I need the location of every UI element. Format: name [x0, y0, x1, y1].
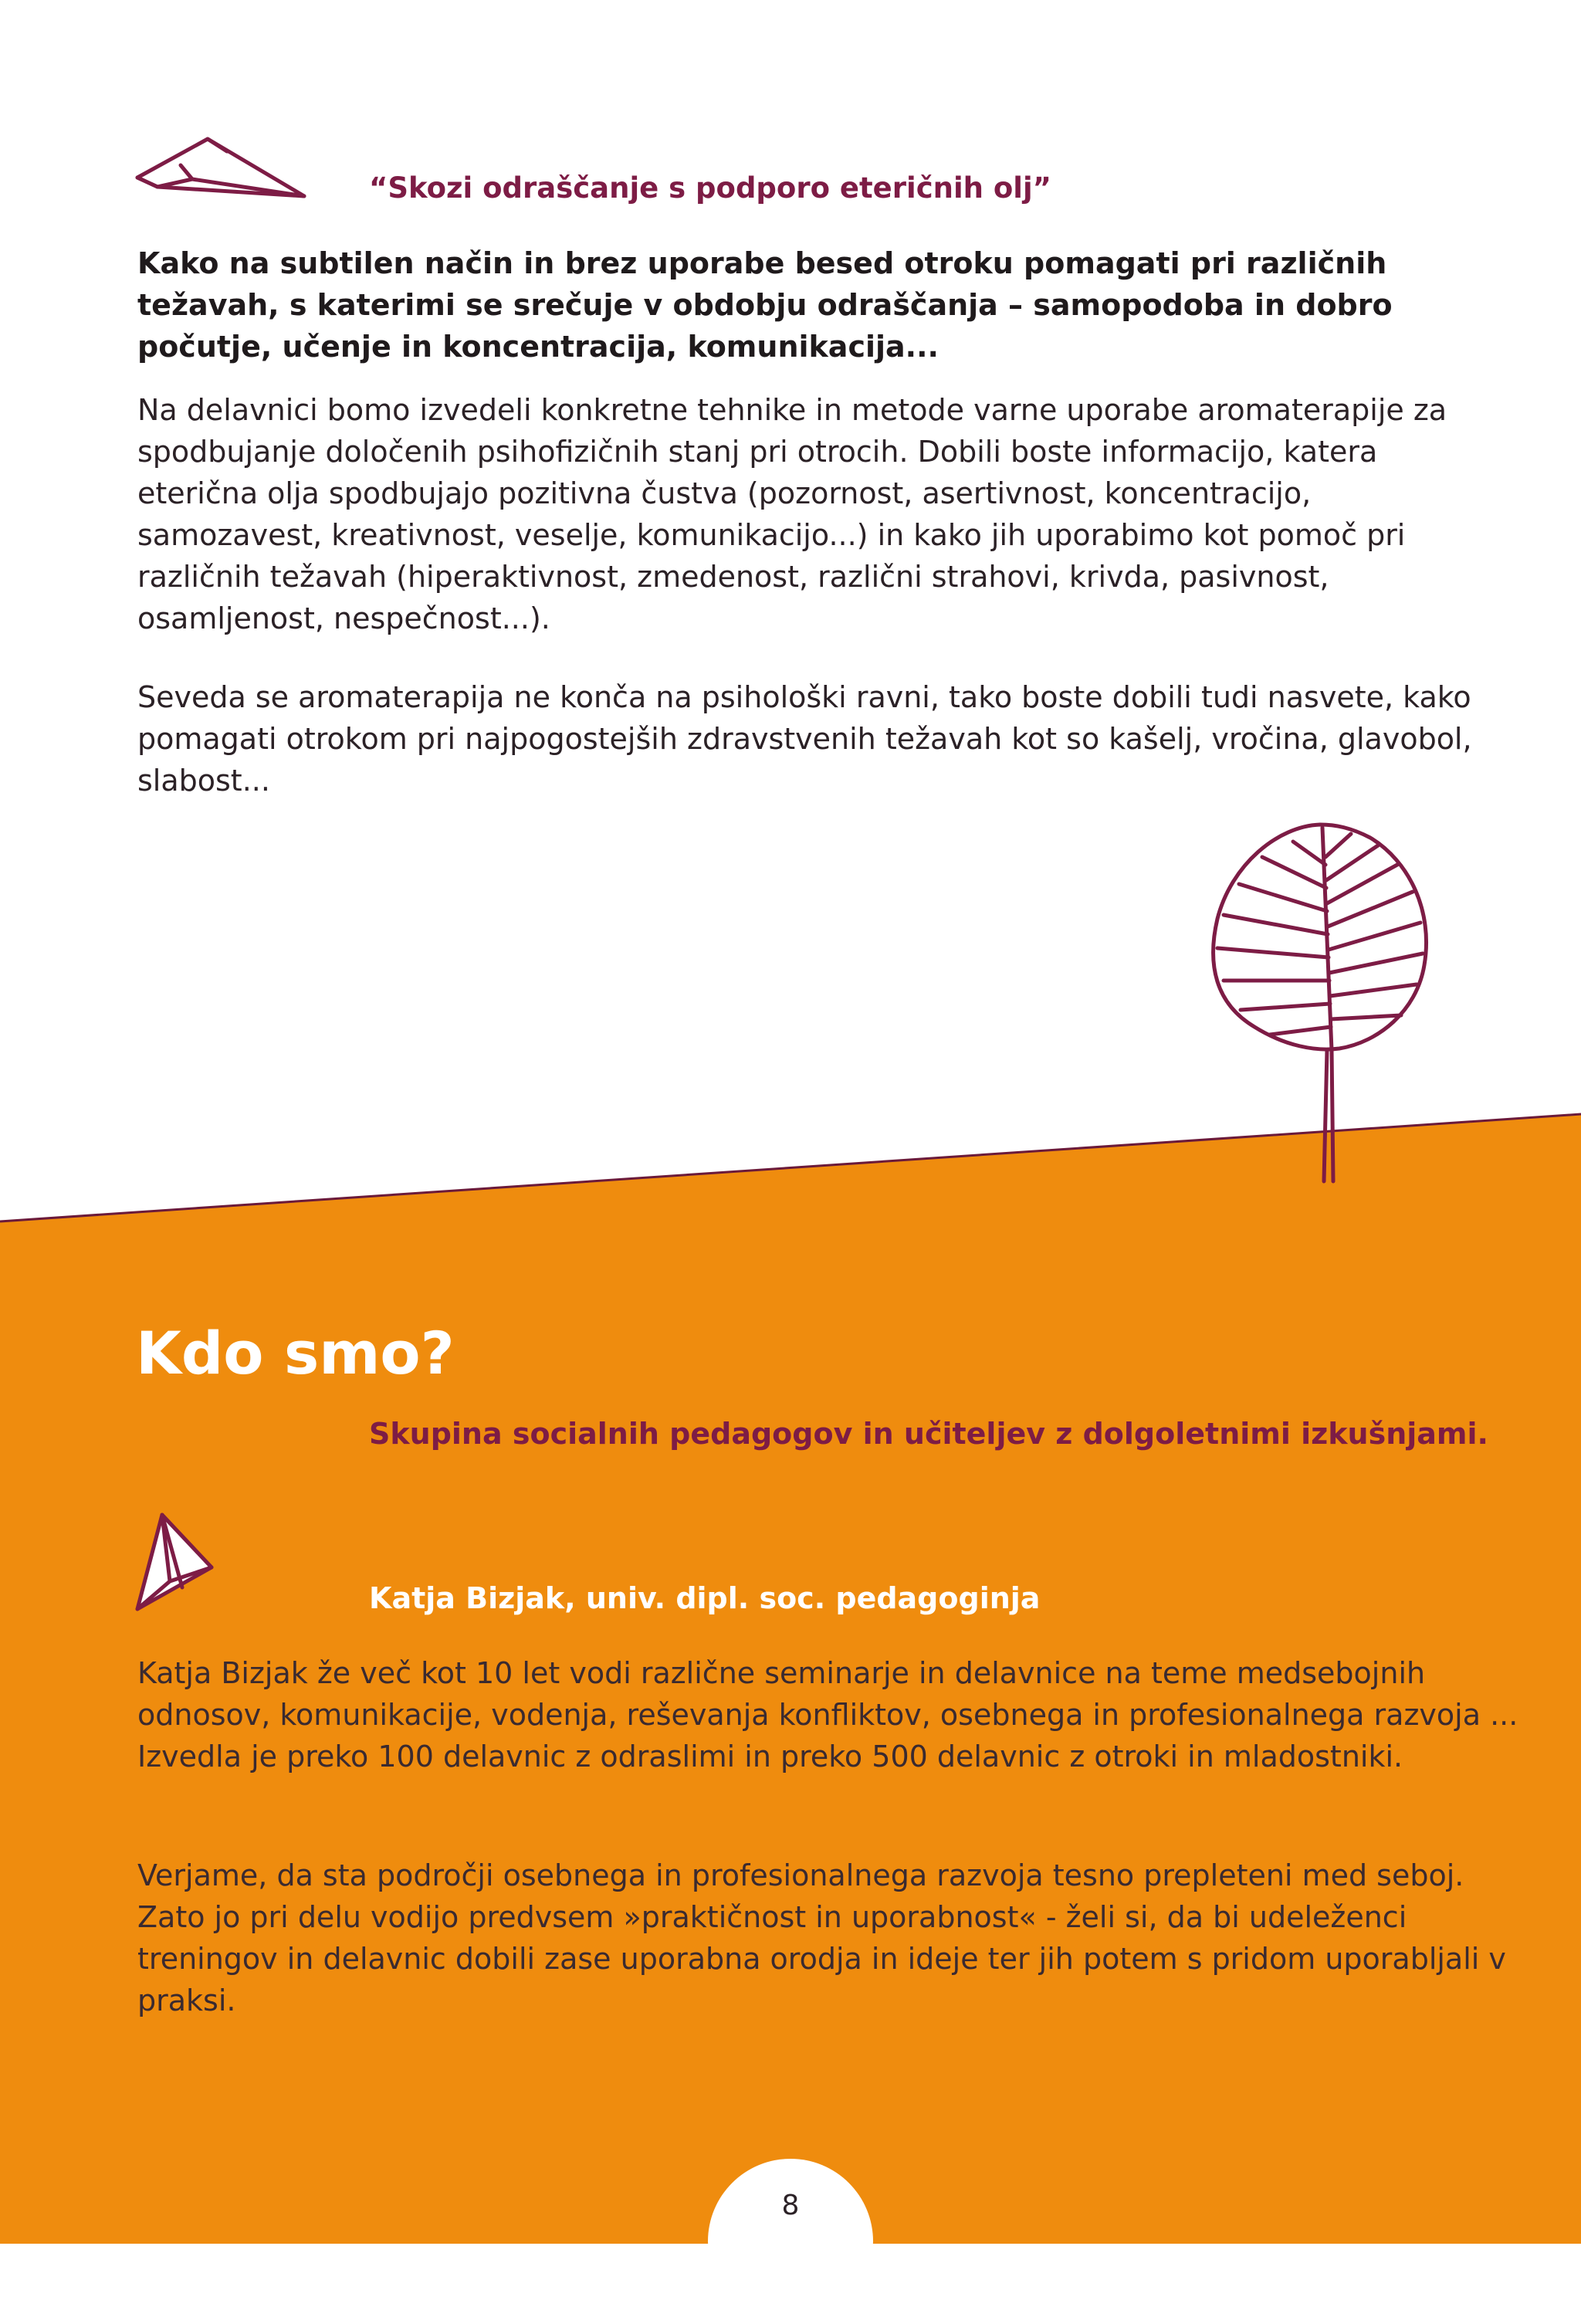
workshop-paragraph-2: Seveda se aromaterapija ne konča na psihološki ravni, tako boste dobili tudi nasvete, kako pomagati otrokom pri najpogostejših zdravstvenih težavah kot so kašelj, vročina, glavobol, slabost... — [137, 680, 1472, 798]
bio-paragraph-2: Verjame, da sta področji osebnega in profesionalnega razvoja tesno prepleteni med seboj. Zato jo pri delu vodijo predvsem »praktičnost in uporabnost« - želi si, da bi udeleženci treningov in delavnic dobili zase uporabna orodja in ideje ter jih potem s pridom uporabljali v praksi. — [137, 1858, 1506, 2017]
page-number: 8 — [781, 2190, 800, 2221]
about-subtitle: Skupina socialnih pedagogov in učiteljev z dolgoletnimi izkušnjami. — [369, 1417, 1488, 1451]
person-name: Katja Bizjak, univ. dipl. soc. pedagoginja — [369, 1581, 1041, 1615]
bio-paragraph-1: Katja Bizjak že več kot 10 let vodi različne seminarje in delavnice na teme medsebojnih odnosov, komunikacije, vodenja, reševanja konfliktov, osebnega in profesionalnega razvoja ... Izvedla je preko 100 delavnic z odraslimi in preko 500 delavnic z otroki in mladostniki. — [137, 1656, 1518, 1773]
leaf-tree-icon — [1185, 818, 1447, 1189]
workshop-title: “Skozi odraščanje s podporo eteričnih olj” — [369, 171, 1051, 205]
page-number-badge — [708, 2159, 873, 2324]
about-heading: Kdo smo? — [136, 1319, 455, 1387]
paper-plane-icon — [131, 1510, 216, 1614]
paper-plane-icon — [134, 133, 312, 202]
workshop-lead: Kako na subtilen način in brez uporabe besed otroku pomagati pri različnih težavah, s katerimi se srečuje v obdobju odraščanja – samopodoba in dobro počutje, učenje in koncentracija, komunikacija... — [137, 246, 1393, 364]
workshop-paragraph-1: Na delavnici bomo izvedeli konkretne tehnike in metode varne uporabe aromaterapije za spodbujanje določenih psihofizičnih stanj pri otrocih. Dobili boste informacijo, katera eterična olja spodbujajo pozitivna čustva (pozornost, asertivnost, koncentracijo, samozavest, kreativnost, veselje, komunikacijo...) in kako jih uporabimo kot pomoč pri različnih težavah (hiperaktivnost, zmedenost, različni strahovi, krivda, pasivnost, osamljenost, nespečnost...). — [137, 393, 1447, 635]
